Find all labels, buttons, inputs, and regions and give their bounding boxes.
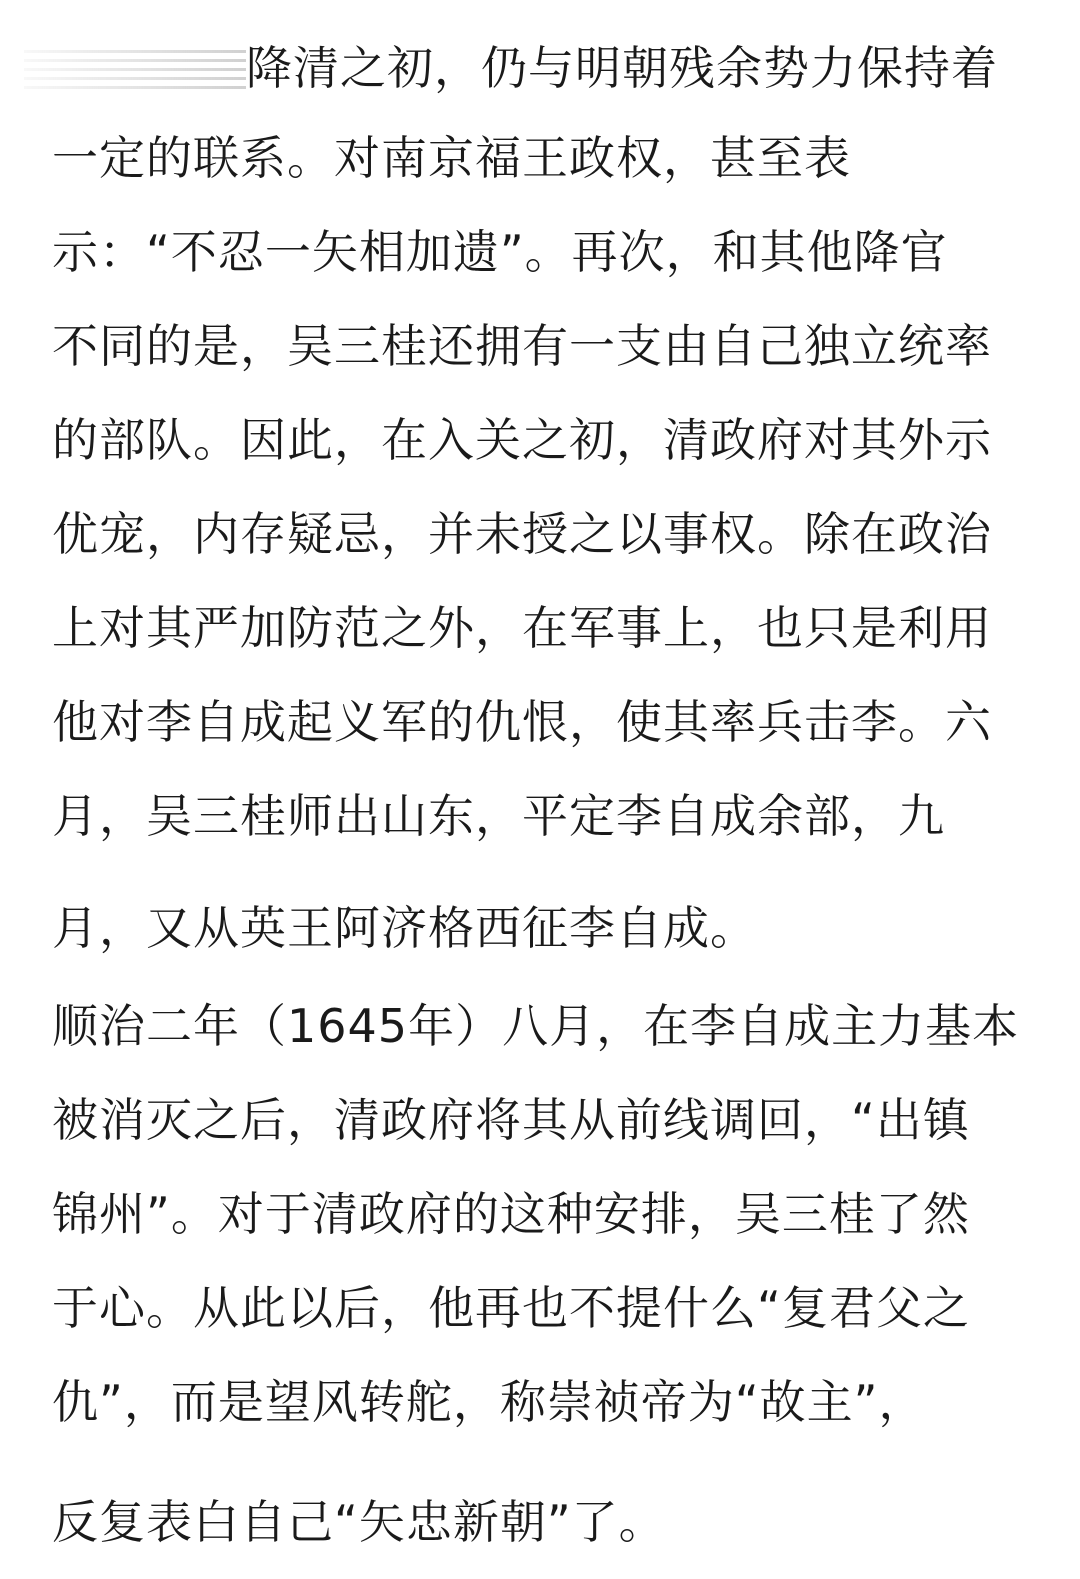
text-line-4: 不同的是，吴三桂还拥有一支由自己独立统率 xyxy=(52,319,992,373)
text-line-8: 他对李自成起义军的仇恨，使其率兵击李。六 xyxy=(52,695,992,749)
text-line-10: 月，又从英王阿济格西征李自成。 xyxy=(52,901,757,955)
text-line-5: 的部队。因此，在入关之初，清政府对其外示 xyxy=(52,413,992,467)
text-line-1: 降清之初，仍与明朝残余势力保持着 xyxy=(246,41,998,95)
text-line-12: 被消灭之后，清政府将其从前线调回，“出镇 xyxy=(52,1093,970,1147)
text-line-15: 仇”，而是望风转舵，称崇祯帝为“故主”， xyxy=(52,1375,926,1429)
text-line-6: 优宠，内存疑忌，并未授之以事权。除在政治 xyxy=(52,507,992,561)
text-line-11: 顺治二年（1645年）八月，在李自成主力基本 xyxy=(52,999,1020,1053)
faded-cut-off-text xyxy=(24,44,246,90)
text-line-3: 示：“不忍一矢相加遗”。再次，和其他降官 xyxy=(52,225,948,279)
text-line-2: 一定的联系。对南京福王政权，甚至表 xyxy=(52,131,851,185)
text-line-9: 月，吴三桂师出山东，平定李自成余部，九 xyxy=(52,789,945,843)
text-line-7: 上对其严加防范之外，在军事上，也只是利用 xyxy=(52,601,992,655)
text-line-16: 反复表白自己“矢忠新朝”了。 xyxy=(52,1495,666,1549)
text-line-14: 于心。从此以后，他再也不提什么“复君父之 xyxy=(52,1281,970,1335)
text-line-13: 锦州”。对于清政府的这种安排，吴三桂了然 xyxy=(52,1187,970,1241)
